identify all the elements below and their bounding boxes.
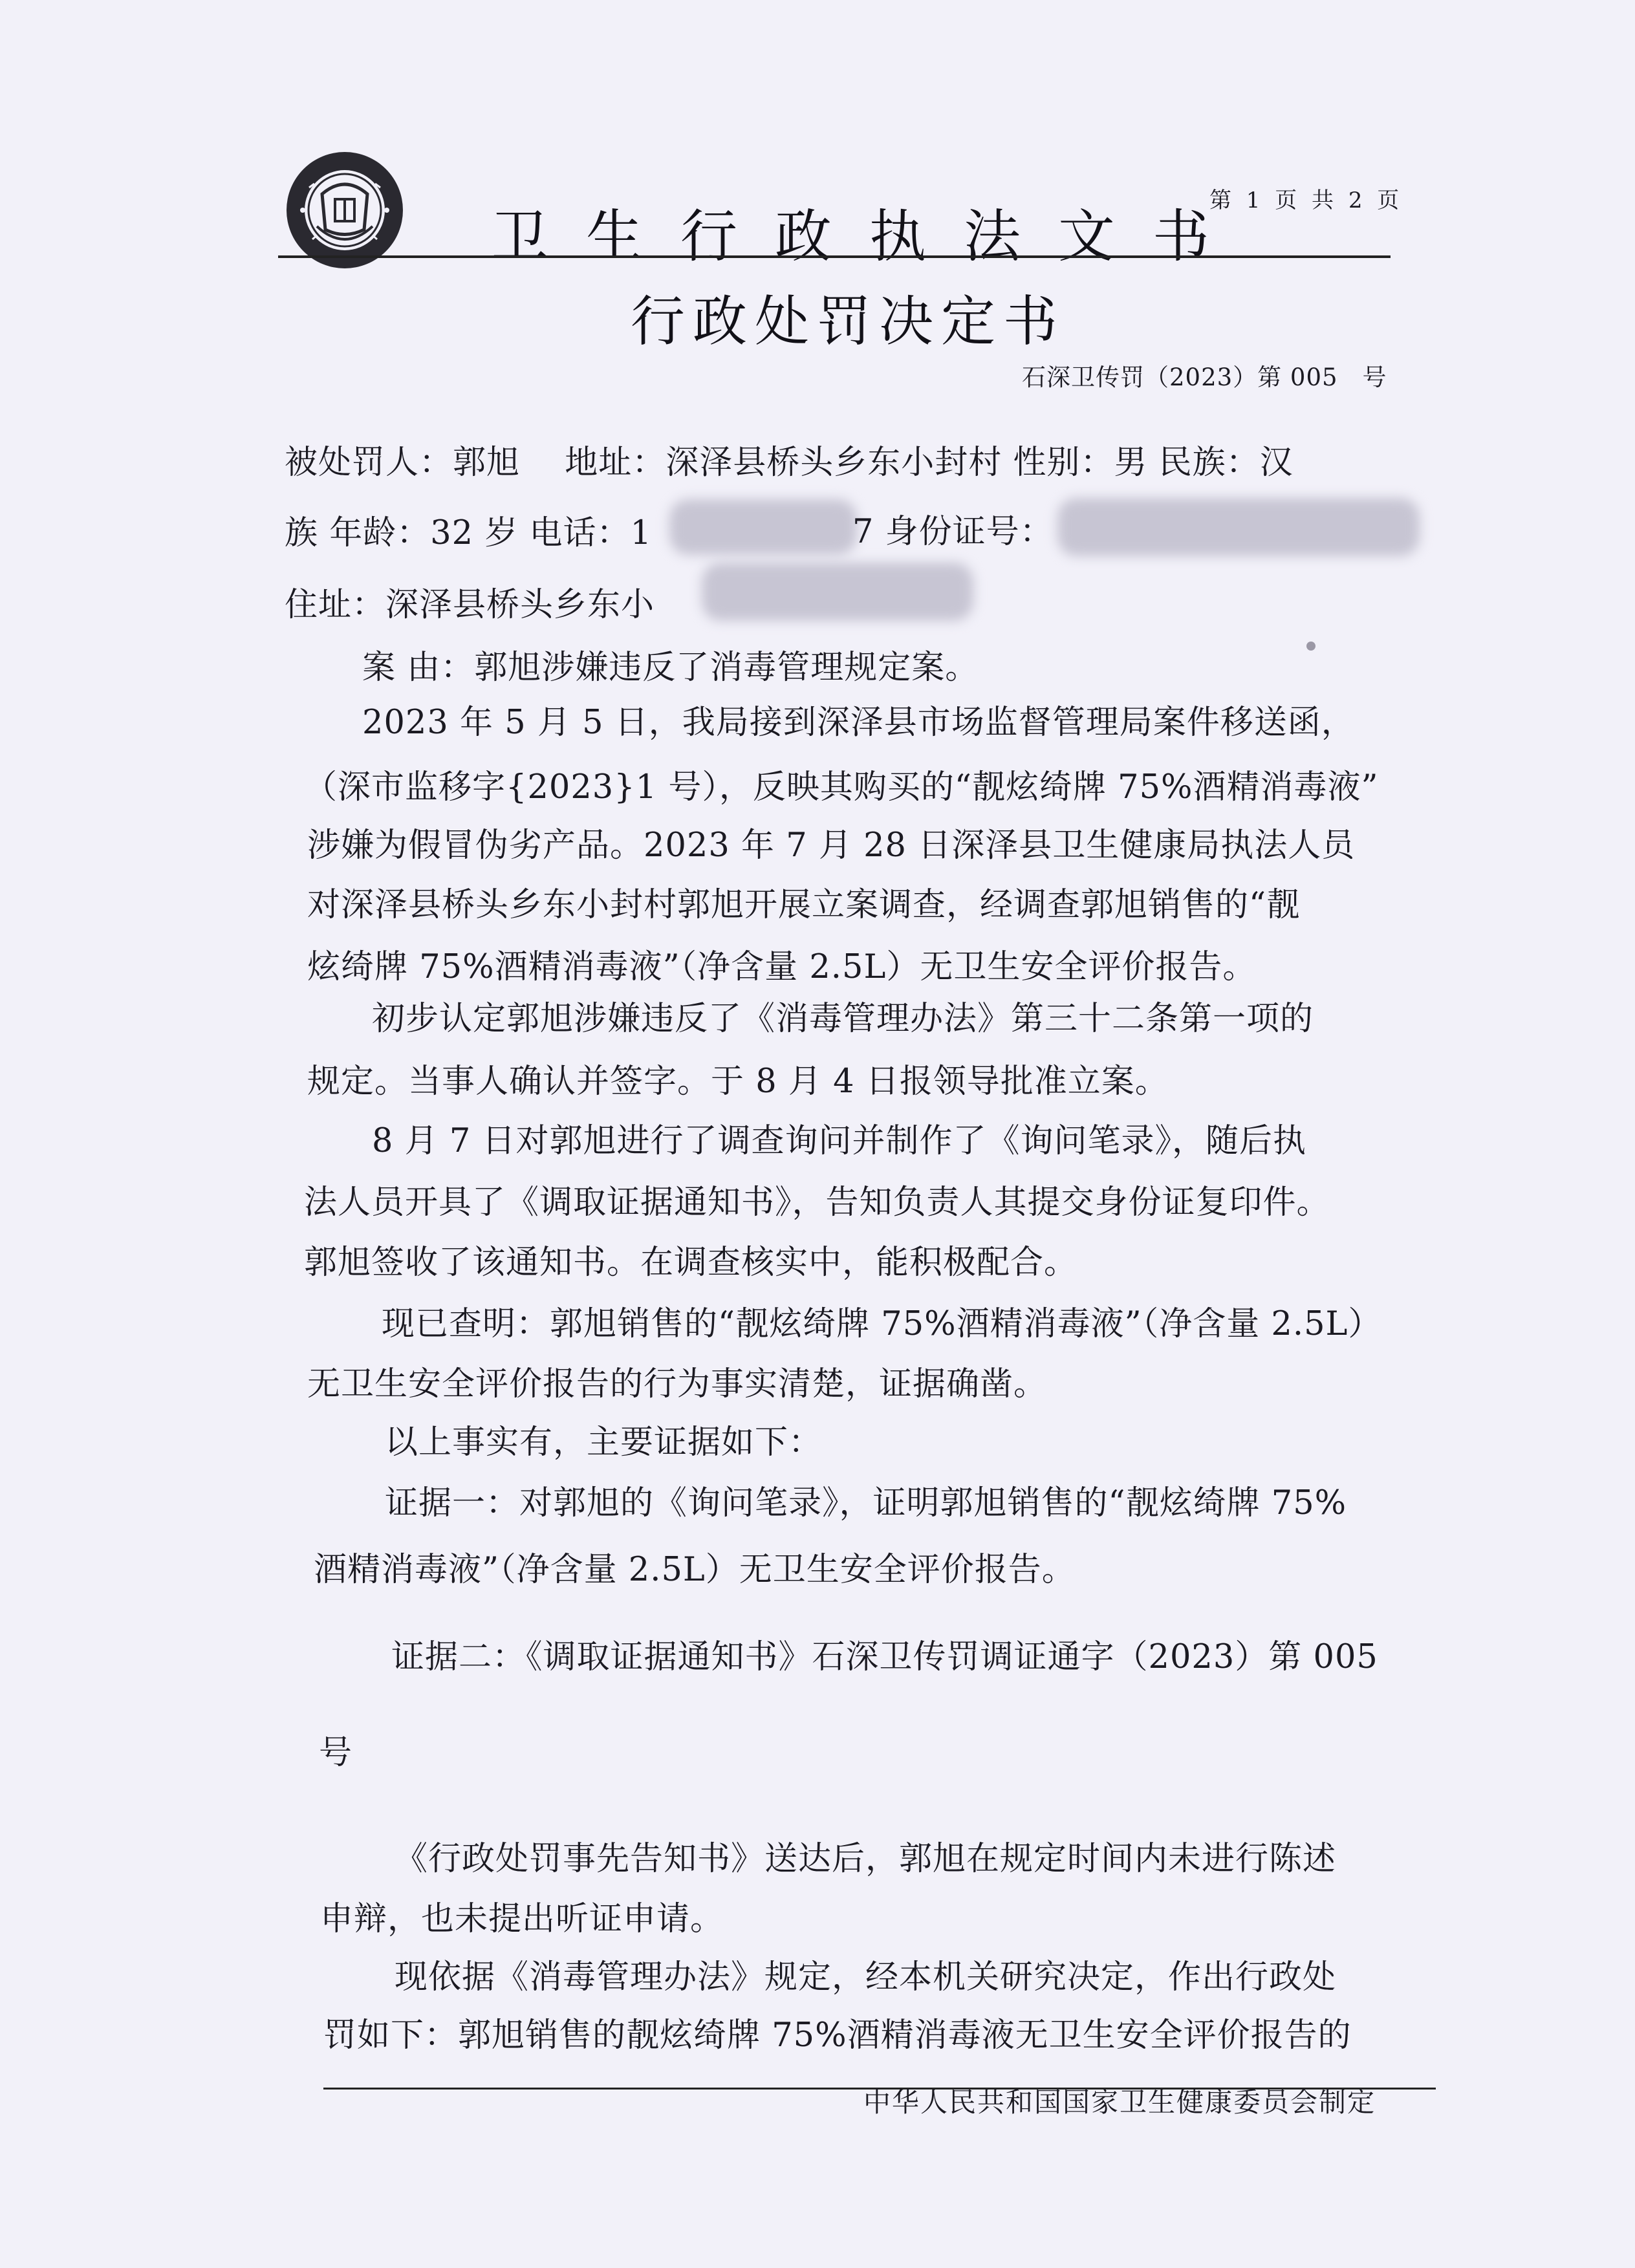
para-3-line-2: 法人员开具了《调取证据通知书》，告知负责人其提交身份证复印件。 (304, 1183, 1330, 1222)
para-4-line-1: 现已查明：郭旭销售的“靓炫绮牌 75%酒精消毒液”（净含量 2.5L） (382, 1305, 1382, 1343)
document-series-title: 卫生行政执法文书 (492, 203, 1248, 270)
document-number: 石深卫传罚（2023）第 005 号 (1022, 363, 1387, 391)
para-1-line-2: （深市监移字{2023}1 号），反映其购买的“靓炫绮牌 75%酒精消毒液” (304, 768, 1379, 806)
para-4-line-2: 无卫生安全评价报告的行为事实清楚，证据确凿。 (307, 1365, 1048, 1403)
para-1-line-1: 2023 年 5 月 5 日，我局接到深泽县市场监督管理局案件移送函， (362, 704, 1355, 742)
party-line-3: 住址：深泽县桥头乡东小 (285, 586, 655, 624)
redacted-id-number (1057, 498, 1420, 556)
redacted-address (702, 563, 973, 621)
evidence-1-line-1: 证据一：对郭旭的《询问笔录》，证明郭旭销售的“靓炫绮牌 75% (385, 1484, 1347, 1522)
para-5-line-2: 申辩，也未提出听证申请。 (320, 1900, 724, 1938)
evidence-intro: 以上事实有，主要证据如下： (385, 1423, 823, 1462)
para-5-line-1: 《行政处罚事先告知书》送达后，郭旭在规定时间内未进行陈述 (395, 1840, 1337, 1878)
party-line-1: 被处罚人：郭旭 地址：深泽县桥头乡东小封村 性别：男 民族：汉 (285, 444, 1294, 482)
para-3-line-3: 郭旭签收了该通知书。在调查核实中，能积极配合。 (304, 1244, 1078, 1282)
para-1-line-5: 炫绮牌 75%酒精消毒液”（净含量 2.5L）无卫生安全评价报告。 (307, 948, 1257, 986)
para-2-line-2: 规定。当事人确认并签字。于 8 月 4 日报领导批准立案。 (307, 1063, 1169, 1101)
issuing-authority: 中华人民共和国国家卫生健康委员会制定 (863, 2086, 1376, 2118)
evidence-1-line-2: 酒精消毒液”（净含量 2.5L）无卫生安全评价报告。 (314, 1551, 1076, 1589)
health-inspection-emblem-icon (283, 149, 406, 272)
para-1-line-3: 涉嫌为假冒伪劣产品。2023 年 7 月 28 日深泽县卫生健康局执法人员 (307, 826, 1356, 865)
evidence-2-line-1: 证据二：《调取证据通知书》石深卫传罚调证通字（2023）第 005 (391, 1638, 1378, 1676)
case-reason: 案 由：郭旭涉嫌违反了消毒管理规定案。 (362, 649, 979, 687)
evidence-2-line-2: 号 (319, 1734, 353, 1772)
page-number: 第 1 页 共 2 页 (1209, 188, 1403, 213)
document-title: 行政处罚决定书 (631, 290, 1066, 353)
header-rule (278, 255, 1391, 258)
para-1-line-4: 对深泽县桥头乡东小封村郭旭开展立案调查，经调查郭旭销售的“靓 (307, 886, 1301, 924)
para-2-line-1: 初步认定郭旭涉嫌违反了《消毒管理办法》第三十二条第一项的 (372, 1000, 1314, 1038)
paper-speck (1306, 642, 1316, 651)
party-line-2: 族 年龄：32 岁 电话：1 (285, 514, 652, 552)
para-6-line-1: 现依据《消毒管理办法》规定，经本机关研究决定，作出行政处 (395, 1958, 1337, 1996)
para-3-line-1: 8 月 7 日对郭旭进行了调查询问并制作了《询问笔录》，随后执 (372, 1122, 1307, 1160)
redacted-phone (669, 499, 857, 555)
party-line-2b: 7 身份证号： (852, 513, 1054, 551)
para-6-line-2: 罚如下：郭旭销售的靓炫绮牌 75%酒精消毒液无卫生安全评价报告的 (323, 2016, 1352, 2055)
